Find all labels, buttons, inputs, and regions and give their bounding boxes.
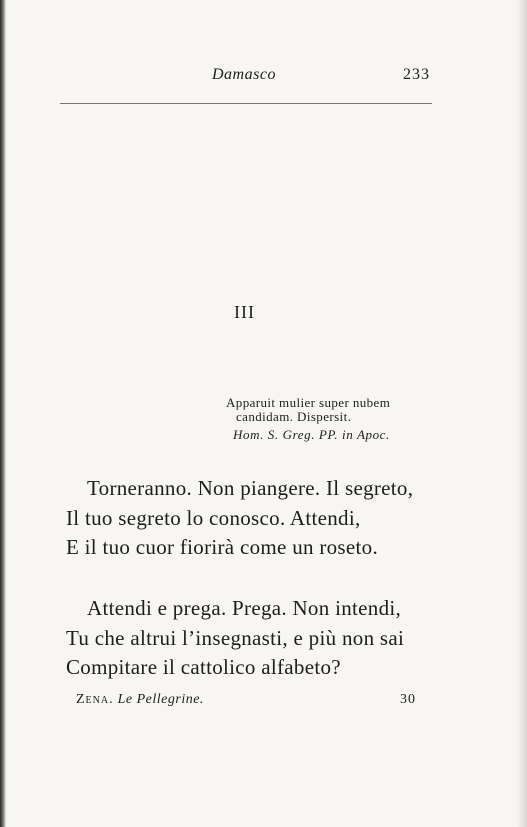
section-number: III	[234, 302, 255, 322]
running-head: Damasco	[212, 66, 276, 83]
poem-line: E il tuo cuor fiorirà come un roseto.	[66, 535, 379, 559]
page-header	[60, 66, 432, 90]
page-binding-edge	[0, 0, 6, 827]
page-edge-shadow	[517, 0, 527, 827]
poem-line: Attendi e prega. Prega. Non intendi,	[87, 596, 402, 620]
page-footer	[76, 692, 416, 712]
poem-line: Compitare il cattolico alfabeto?	[66, 655, 341, 679]
poem-stanza-2	[66, 594, 456, 683]
poem-stanza-1	[66, 474, 456, 563]
epigraph-line: Apparuit mulier super nubem	[226, 395, 391, 410]
signature-title: Le Pellegrine.	[117, 692, 204, 707]
header-rule	[60, 103, 432, 104]
epigraph-source: Hom. S. Greg. PP. in Apoc.	[233, 427, 390, 442]
poem-line: Torneranno. Non piangere. Il segreto,	[87, 476, 414, 500]
poem-line: Il tuo segreto lo conosco. Attendi,	[66, 505, 361, 530]
page-number: 233	[403, 66, 430, 83]
epigraph-line: candidam. Dispersit.	[236, 409, 352, 424]
printer-signature	[76, 692, 204, 708]
signature-number: 30	[400, 692, 416, 707]
signature-author: Zena.	[76, 692, 114, 707]
poem-line: Tu che altrui l’insegnasti, e più non sai	[66, 625, 405, 650]
epigraph	[226, 396, 452, 442]
